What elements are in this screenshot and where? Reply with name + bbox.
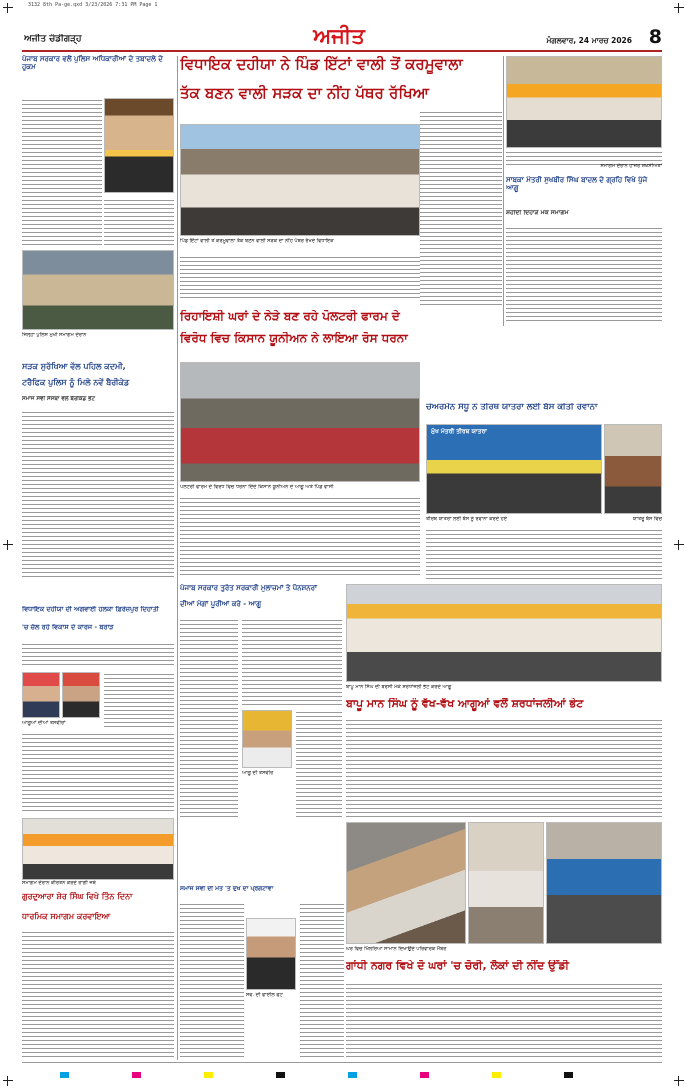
- article-body-text: [346, 718, 662, 818]
- gurdwara-headline-line2: ਧਾਰਮਿਕ ਸਮਾਗਮ ਕਰਵਾਇਆ: [22, 912, 111, 921]
- bus-interior-photo: [604, 424, 662, 514]
- photo-caption: ਸਵ. ਦੀ ਫਾਈਲ ਫੋਟੋ: [246, 992, 283, 998]
- article-body-text: [296, 710, 342, 818]
- person-portrait-photo: [22, 672, 60, 718]
- article-body-text: [426, 528, 662, 580]
- photo-caption: ਤੀਰਥ ਯਾਤਰਾ ਲਈ ਬੱਸ ਨੂੰ ਰਵਾਨਾ ਕਰਦੇ ਹੋਏ: [426, 516, 508, 522]
- registration-mark: [674, 3, 684, 13]
- article-body-text: [22, 410, 174, 578]
- right-headline: ਸਾਬਕਾ ਮੰਤਰੀ ਸੁਖਬੀਰ ਸਿੰਘ ਬਾਦਲ ਦੇ ਗ੍ਰਹਿ ਵਿਖੇ ਪੁੱਜੇ ਆਗੂ: [506, 176, 648, 193]
- bus-banner-text: ਮੁੱਖ ਮੰਤਰੀ ਤੀਰਥ ਯਾਤਰਾ: [431, 428, 487, 435]
- theft-headline: ਗਾਂਧੀ ਨਗਰ ਵਿਖੇ ਦੋ ਘਰਾਂ 'ਚ ਚੋਰੀ, ਲੋਕਾਂ ਦੀ ਨੀਂਦ ਉੱਡੀ: [346, 960, 569, 972]
- theft-scene-photo: [546, 822, 662, 944]
- color-swatch: [492, 1072, 501, 1078]
- article-body-text: [22, 642, 174, 668]
- photo-caption: ਆਗੂਆਂ ਦੀਆਂ ਤਸਵੀਰਾਂ: [22, 720, 66, 726]
- registration-mark: [3, 540, 13, 550]
- traffic-headline-line2: ਟਰੈਫਿਕ ਪੁਲਿਸ ਨੂੰ ਮਿਲੇ ਨਵੇਂ ਬੈਰੀਕੇਡ: [22, 378, 130, 387]
- article-body-text: [346, 982, 662, 1058]
- column-rule: [503, 56, 504, 326]
- article-body-text: [300, 902, 344, 1058]
- article-body-text: [180, 496, 420, 578]
- color-swatch: [204, 1072, 213, 1078]
- color-swatch: [132, 1072, 141, 1078]
- person-portrait-photo: [246, 918, 296, 990]
- photo-caption: ਪੋਲਟਰੀ ਫਾਰਮ ਦੇ ਵਿਰੋਧ ਵਿਚ ਧਰਨਾ ਦਿੰਦੇ ਕਿਸਾਨ ਯੂਨੀਅਨ ਦੇ ਆਗੂ ਅਤੇ ਪਿੰਡ ਵਾਸੀ: [180, 484, 334, 490]
- photo-caption: ਜ਼ਿਲ੍ਹਾ ਪੁਲਿਸ ਮੁਖੀ ਸਮਾਗਮ ਦੌਰਾਨ: [22, 332, 87, 338]
- mla-headline: ਵਿਧਾਇਕ ਦਹੀਯਾ ਦੀ ਅਗਵਾਈ ਹਲਕਾ ਫ਼ਿਰੋਜ਼ਪੁਰ ਦਿਹਾਤੀ: [22, 606, 159, 613]
- foundation-stone-photo: [180, 124, 420, 236]
- article-body-text: [22, 930, 174, 1058]
- article-body-text: [180, 255, 420, 299]
- leaders-meeting-photo: [506, 56, 662, 148]
- article-body-text: [104, 672, 174, 730]
- print-slug: 3132 8th Pa-ge.qxd 3/23/2026 7:31 PM Page 1: [28, 2, 158, 8]
- photo-caption: ਆਗੂ ਦੀ ਤਸਵੀਰ: [242, 770, 274, 776]
- page-bottom-rule: [22, 1062, 662, 1063]
- kirtan-photo: [22, 818, 174, 880]
- photo-caption: ਯਾਤਰੂ ਬੱਸ ਵਿਚ: [632, 516, 662, 522]
- tribute-headline: ਬਾਪੂ ਮਾਨ ਸਿੰਘ ਨੂੰ ਵੱਖ-ਵੱਖ ਆਗੂਆਂ ਵਲੋਂ ਸ਼ਰਧਾਂਜਲੀਆਂ ਭੇਟ: [346, 698, 584, 710]
- photo-caption: ਪਿੰਡ ਇੱਟਾਂ ਵਾਲੀ ਤੋਂ ਕਰਮੂਵਾਲਾ ਤੱਕ ਬਣਨ ਵਾਲੀ ਸੜਕ ਦਾ ਨੀਂਹ ਪੱਥਰ ਰੱਖਦੇ ਵਿਧਾਇਕ: [180, 238, 334, 244]
- person-portrait-photo: [242, 710, 292, 768]
- article-body-text: [180, 618, 238, 818]
- traffic-subheadline: ਸਮਾਜ ਸੇਵੀ ਸੰਸਥਾ ਵਲੋਂ ਬੈਰੀਕੇਡ ਭੇਟ: [22, 396, 96, 402]
- protest-headline-line2: ਵਿਰੋਧ ਵਿਚ ਕਿਸਾਨ ਯੂਨੀਅਨ ਨੇ ਲਾਇਆ ਰੋਸ ਧਰਨਾ: [180, 332, 408, 345]
- pilgrimage-headline: ਚੇਅਰਮੈਨ ਸੰਧੂ ਨੇ ਤੀਰਥ ਯਾਤਰਾ ਲਈ ਬੱਸ ਕੀਤੀ ਰਵਾਨਾ: [426, 403, 598, 412]
- tribute-event-photo: [346, 584, 662, 682]
- bus-flagoff-photo: [426, 424, 602, 514]
- photo-caption: ਬਾਪੂ ਮਾਨ ਸਿੰਘ ਦੀ ਬਰਸੀ ਮੌਕੇ ਸ਼ਰਧਾਂਜਲੀ ਭੇਟ ਕਰਦੇ ਆਗੂ: [346, 684, 452, 690]
- registration-mark: [3, 3, 13, 13]
- article-body-text: [506, 226, 662, 324]
- photo-caption: ਘਰ ਵਿਚ ਖਿੱਲਰਿਆ ਸਾਮਾਨ ਦਿਖਾਉਂਦੇ ਪਰਿਵਾਰਕ ਮੈਂਬਰ: [346, 946, 447, 952]
- article-body-text: [22, 732, 174, 814]
- mla-headline-line2: 'ਚ ਚੱਲ ਰਹੇ ਵਿਕਾਸ ਦੇ ਕਾਰਜ - ਬਰਾੜ: [22, 624, 114, 631]
- masthead-rule: [22, 50, 662, 52]
- person-portrait-photo: [104, 98, 174, 193]
- color-swatch: [420, 1072, 429, 1078]
- article-body-text: [180, 902, 244, 1058]
- gurdwara-headline: ਗੁਰਦੁਆਰਾ ਸ਼ੇਰ ਸਿੰਘ ਵਿਖੇ ਤਿੰਨ ਦਿਨਾ: [22, 892, 133, 901]
- column-rule: [177, 56, 178, 1060]
- topleft-headline: ਪੰਜਾਬ ਸਰਕਾਰ ਵਲੋਂ ਪੁਲਿਸ ਅਧਿਕਾਰੀਆਂ ਦੇ ਤਬਾਦਲੇ ਦੇ ਹੁਕਮ: [22, 55, 163, 72]
- masthead-title: ਅਜੀਤ: [313, 24, 365, 48]
- protest-headline: ਰਿਹਾਇਸ਼ੀ ਘਰਾਂ ਦੇ ਨੇੜੇ ਬਣ ਰਹੇ ਪੋਲਟਰੀ ਫਾਰਮ ਦੇ: [180, 310, 400, 323]
- theft-scene-photo: [346, 822, 466, 944]
- page-number: 8: [648, 26, 662, 48]
- traffic-headline: ਸੜਕ ਸੁਰੱਖਿਆ ਵੱਲ ਪਹਿਲ ਕਦਮੀ,: [22, 362, 126, 371]
- police-event-photo: [22, 250, 174, 330]
- color-swatch: [348, 1072, 357, 1078]
- employees-headline-line2: ਦੀਆਂ ਮੰਗਾਂ ਪੂਰੀਆਂ ਕਰੇ - ਆਗੂ: [180, 600, 262, 608]
- article-body-text: [420, 110, 502, 308]
- issue-date: ਮੰਗਲਵਾਰ, 24 ਮਾਰਚ 2026: [546, 36, 632, 45]
- photo-caption: ਸਮਾਗਮ ਦੌਰਾਨ ਕੀਰਤਨ ਕਰਦੇ ਰਾਗੀ ਜਥੇ: [22, 880, 96, 886]
- right-subheadline: ਸ਼ਹੀਦੀ ਦਿਹਾੜੇ ਮੌਕੇ ਸਮਾਗਮ: [506, 210, 569, 216]
- article-body-text: [22, 98, 102, 246]
- registration-mark: [674, 540, 684, 550]
- registration-mark: [674, 1076, 684, 1086]
- protest-sitin-photo: [180, 362, 420, 482]
- main-headline: ਵਿਧਾਇਕ ਦਹੀਯਾ ਨੇ ਪਿੰਡ ਇੱਟਾਂ ਵਾਲੀ ਤੋਂ ਕਰਮੂਵਾਲਾ: [180, 56, 463, 73]
- employees-headline: ਪੰਜਾਬ ਸਰਕਾਰ ਤੁਰੰਤ ਸਰਕਾਰੀ ਮੁਲਾਜ਼ਮਾਂ ਤੇ ਪੈਨਸ਼ਨਰਾਂ: [180, 584, 317, 592]
- photo-caption: ਸਮਾਗਮ ਦੌਰਾਨ ਹਾਜ਼ਰ ਸ਼ਖ਼ਸੀਅਤਾਂ: [600, 163, 662, 169]
- person-portrait-photo: [62, 672, 100, 718]
- masthead: [22, 22, 662, 52]
- color-swatch: [276, 1072, 285, 1078]
- edition-label: ਅਜੀਤ ਚੰਡੀਗੜ੍ਹ: [24, 34, 82, 44]
- article-body-text: [104, 198, 174, 246]
- registration-mark: [3, 1076, 13, 1086]
- main-headline-line2: ਤੱਕ ਬਣਨ ਵਾਲੀ ਸੜਕ ਦਾ ਨੀਂਹ ਪੱਥਰ ਰੱਖਿਆ: [180, 85, 430, 102]
- color-swatch: [60, 1072, 69, 1078]
- color-swatch: [564, 1072, 573, 1078]
- article-body-text: [242, 618, 342, 706]
- theft-scene-photo: [468, 822, 544, 944]
- condolence-headline: ਸਮਾਜ ਸੇਵੀ ਦੀ ਮੌਤ 'ਤੇ ਦੁੱਖ ਦਾ ਪ੍ਰਗਟਾਵਾ: [180, 886, 274, 892]
